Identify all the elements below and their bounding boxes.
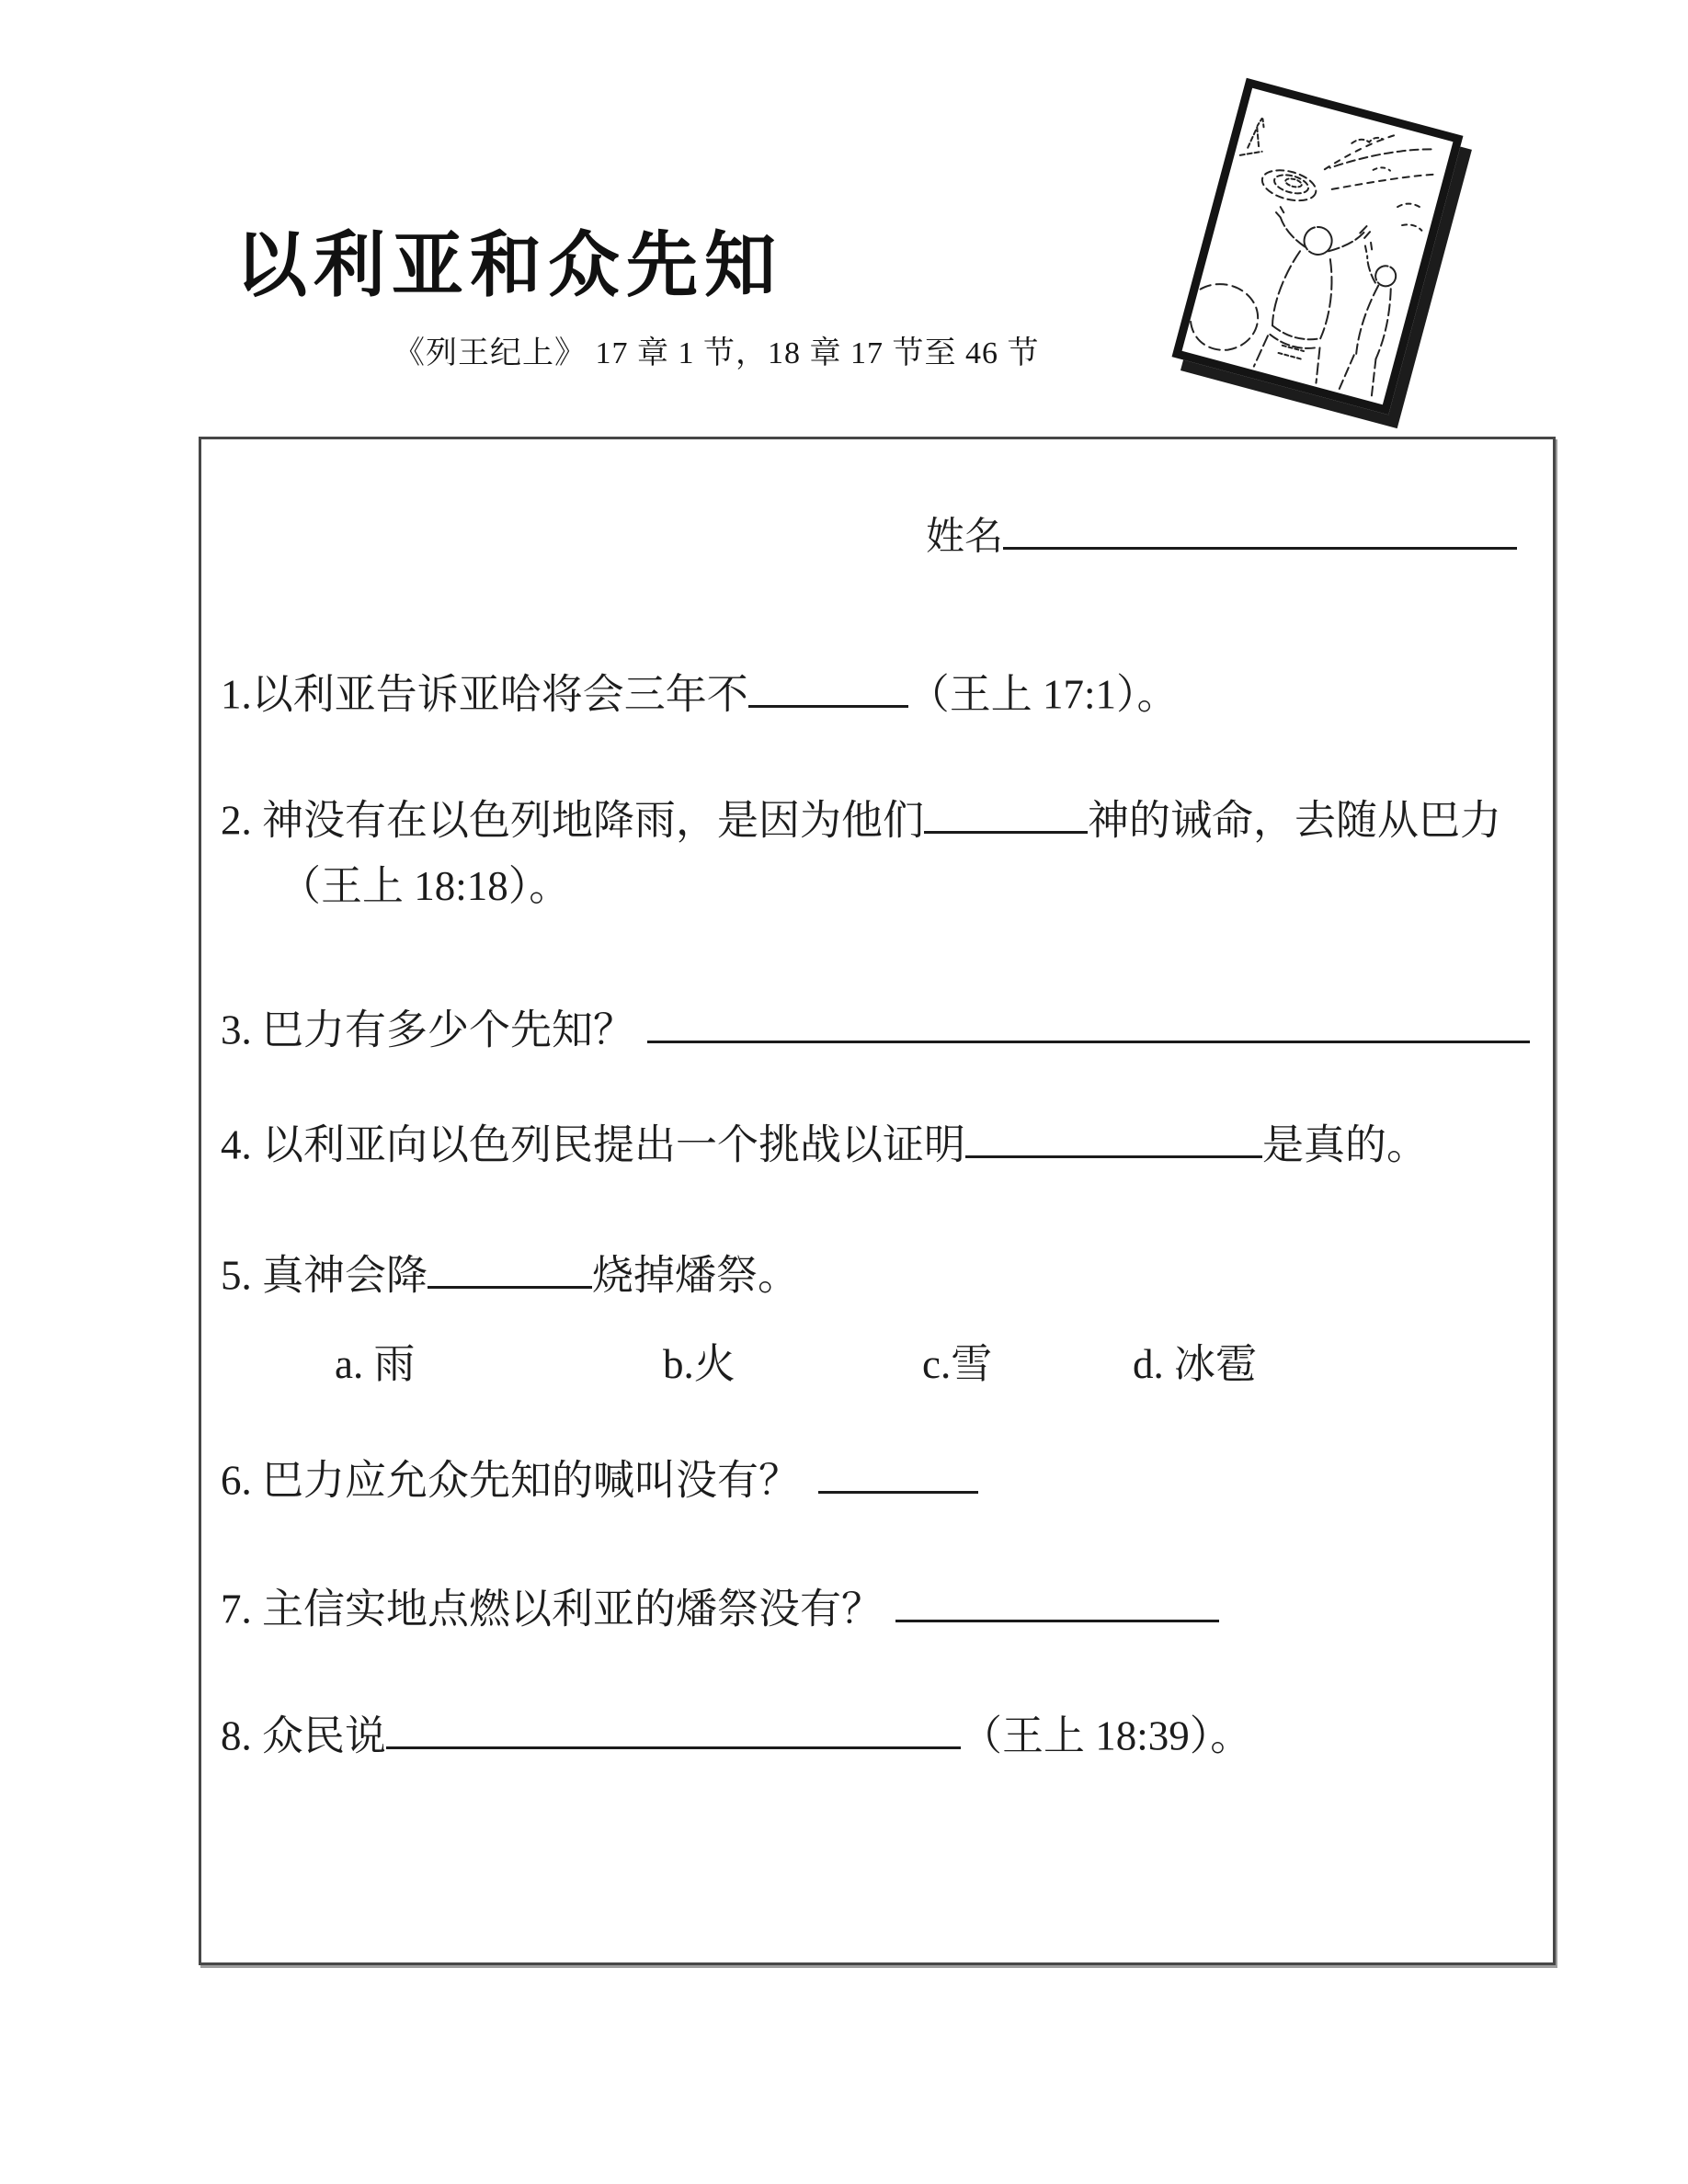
name-label: 姓名 xyxy=(926,516,1004,559)
question-8-text: 8. 众民说 xyxy=(221,1712,387,1759)
question-1-text: 1.以利亚告诉亚哈将会三年不 xyxy=(221,671,748,718)
question-1-blank[interactable] xyxy=(748,667,908,708)
option-b[interactable]: b.火 xyxy=(663,1341,736,1387)
question-4 xyxy=(221,1118,1428,1169)
question-1 xyxy=(221,667,1179,719)
question-2-line2 xyxy=(279,862,570,911)
question-2-text: 2. 神没有在以色列地降雨，是因为他们 xyxy=(221,797,925,844)
question-2-blank[interactable] xyxy=(924,793,1088,834)
page-title: 以利亚和众先知 xyxy=(235,225,783,305)
name-line xyxy=(926,511,1517,561)
name-blank[interactable] xyxy=(1003,511,1517,550)
question-1-reference: （王上 17:1）。 xyxy=(907,671,1179,718)
question-3-blank[interactable] xyxy=(647,1003,1530,1043)
question-7 xyxy=(221,1582,1219,1633)
question-5 xyxy=(221,1248,799,1300)
question-6-text: 6. 巴力应允众先知的喊叫没有？ xyxy=(221,1457,801,1504)
option-a[interactable]: a. 雨 xyxy=(335,1341,416,1387)
option-c[interactable]: c.雪 xyxy=(922,1341,993,1387)
question-5-blank[interactable] xyxy=(428,1248,592,1289)
question-8 xyxy=(221,1709,1251,1760)
question-7-blank[interactable] xyxy=(895,1582,1219,1622)
answer-form-box xyxy=(199,437,1556,1965)
question-4-blank[interactable] xyxy=(965,1118,1262,1158)
question-3-text: 3. 巴力有多少个先知？ xyxy=(221,1007,635,1053)
question-7-text: 7. 主信实地点燃以利亚的燔祭没有？ xyxy=(221,1586,884,1632)
question-4-text-after: 是真的。 xyxy=(1262,1121,1429,1168)
option-d[interactable]: d. 冰雹 xyxy=(1133,1341,1258,1387)
question-6 xyxy=(221,1453,978,1505)
question-4-text: 4. 以利亚向以色列民提出一个挑战以证明 xyxy=(221,1121,966,1168)
fire-from-heaven-illustration xyxy=(1182,88,1454,404)
scripture-reference: 《列王纪上》 17 章 1 节，18 章 17 节至 46 节 xyxy=(393,336,1040,370)
illustration-card xyxy=(1172,78,1464,415)
question-2 xyxy=(221,793,1501,845)
question-8-reference: （王上 18:39）。 xyxy=(961,1712,1252,1759)
question-5-text: 5. 真神会降 xyxy=(221,1252,428,1299)
question-3 xyxy=(221,1003,1530,1054)
question-2-reference: （王上 18:18）。 xyxy=(279,863,571,909)
question-5-text-after: 烧掉燔祭。 xyxy=(592,1252,800,1299)
question-6-blank[interactable] xyxy=(818,1453,978,1494)
question-2-text-after: 神的诫命，去随从巴力 xyxy=(1088,797,1502,844)
question-8-blank[interactable] xyxy=(386,1709,961,1749)
